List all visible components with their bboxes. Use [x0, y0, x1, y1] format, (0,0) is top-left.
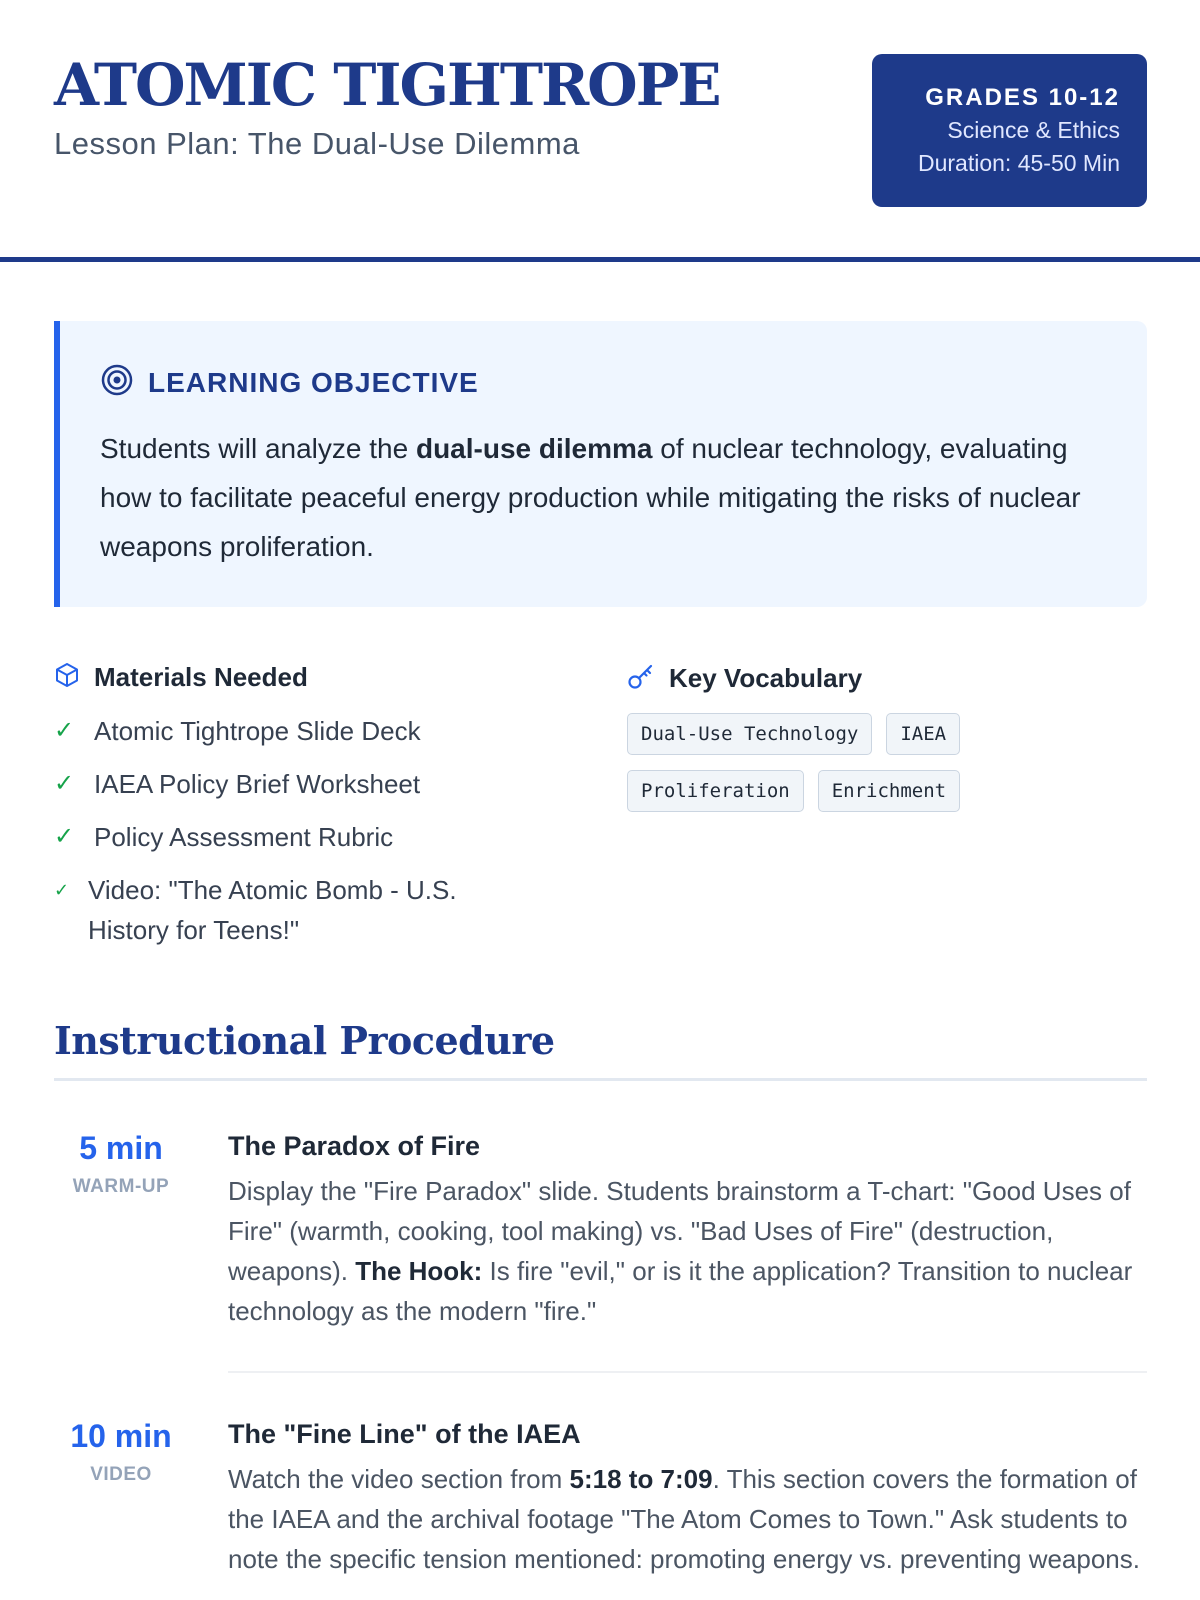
step-body	[228, 1126, 1147, 1331]
list-item	[54, 764, 574, 804]
materials-label: Materials Needed	[94, 662, 308, 692]
vocabulary-section	[627, 662, 1147, 812]
step-title: The Paradox of Fire	[228, 1131, 481, 1161]
grade-level: GRADES 10-12	[925, 84, 1120, 111]
objective-label: LEARNING OBJECTIVE	[148, 366, 479, 398]
step-title: The "Fine Line" of the IAEA	[228, 1419, 581, 1449]
step-text-highlight: 5:18 to 7:09	[569, 1464, 713, 1494]
check-icon: ✓	[54, 880, 70, 900]
page-title: ATOMIC TIGHTROPE	[54, 51, 720, 119]
step-description	[228, 1171, 1147, 1331]
vocabulary-tags	[627, 713, 987, 812]
objective-text-part: of nuclear technology, evaluating how to facilitate peaceful energy production while mitigating the risks of nuclear weapons proliferation.	[100, 433, 1081, 562]
step-phase: VIDEO	[90, 1464, 152, 1485]
lesson-header	[0, 0, 1200, 262]
vocab-tag: Enrichment	[818, 770, 960, 812]
step-timing	[54, 1414, 188, 1486]
cube-icon	[54, 662, 80, 693]
objective-text	[100, 424, 1107, 571]
objective-text-part: Students will analyze the	[100, 433, 416, 464]
materials-section	[54, 662, 574, 963]
target-icon	[100, 363, 134, 402]
step-text-part: Display the "Fire Paradox" slide. Students brainstorm a T-chart: "Good Uses of Fire" (warmth, cooking, tool making) vs. "Bad Uses of Fire" (destruction, weapons).	[228, 1176, 1131, 1286]
step-phase: WARM-UP	[72, 1176, 170, 1197]
learning-objective-card	[54, 321, 1147, 607]
vocab-tag: IAEA	[886, 713, 960, 755]
vocabulary-label: Key Vocabulary	[669, 663, 863, 693]
step-body	[228, 1414, 1147, 1579]
materials-heading	[54, 662, 574, 693]
step-description	[228, 1459, 1147, 1579]
check-icon: ✓	[54, 823, 75, 850]
step-duration: 5 min	[79, 1130, 163, 1166]
grade-badge	[872, 54, 1147, 207]
material-label: Atomic Tightrope Slide Deck	[94, 716, 421, 746]
procedure-title: Instructional Procedure	[54, 1018, 1147, 1081]
list-item	[54, 711, 574, 751]
list-item	[54, 870, 574, 950]
check-icon: ✓	[54, 717, 75, 744]
step-text-part: . This section covers the formation of the IAEA and the archival footage "The Atom Comes to Town." Ask students to note the specific tension mentioned: promoting energy vs. preventing weapons.	[228, 1464, 1140, 1574]
vocab-tag: Dual-Use Technology	[627, 713, 872, 755]
step-divider	[228, 1371, 1147, 1373]
step-timing	[54, 1126, 188, 1198]
step-text-part: Is fire "evil," or is it the application? Transition to nuclear technology as the modern "fire."	[228, 1256, 1133, 1326]
material-label: Policy Assessment Rubric	[94, 822, 394, 852]
step-text-highlight: The Hook:	[355, 1256, 483, 1286]
step-duration: 10 min	[70, 1418, 172, 1454]
list-item	[54, 817, 574, 857]
key-icon	[627, 662, 655, 695]
step-text-part: Watch the video section from	[228, 1464, 570, 1494]
subject-label: Science & Ethics	[947, 117, 1120, 143]
page-subtitle: Lesson Plan: The Dual-Use Dilemma	[54, 126, 580, 161]
objective-heading	[100, 363, 1107, 402]
vocabulary-heading	[627, 662, 1147, 695]
material-label: IAEA Policy Brief Worksheet	[94, 769, 421, 799]
material-label: Video: "The Atomic Bomb - U.S. History for Teens!"	[88, 875, 457, 945]
duration-label: Duration: 45-50 Min	[918, 150, 1120, 176]
materials-list	[54, 711, 574, 950]
objective-text-highlight: dual-use dilemma	[415, 433, 653, 464]
vocab-tag: Proliferation	[627, 770, 804, 812]
check-icon: ✓	[54, 770, 75, 797]
